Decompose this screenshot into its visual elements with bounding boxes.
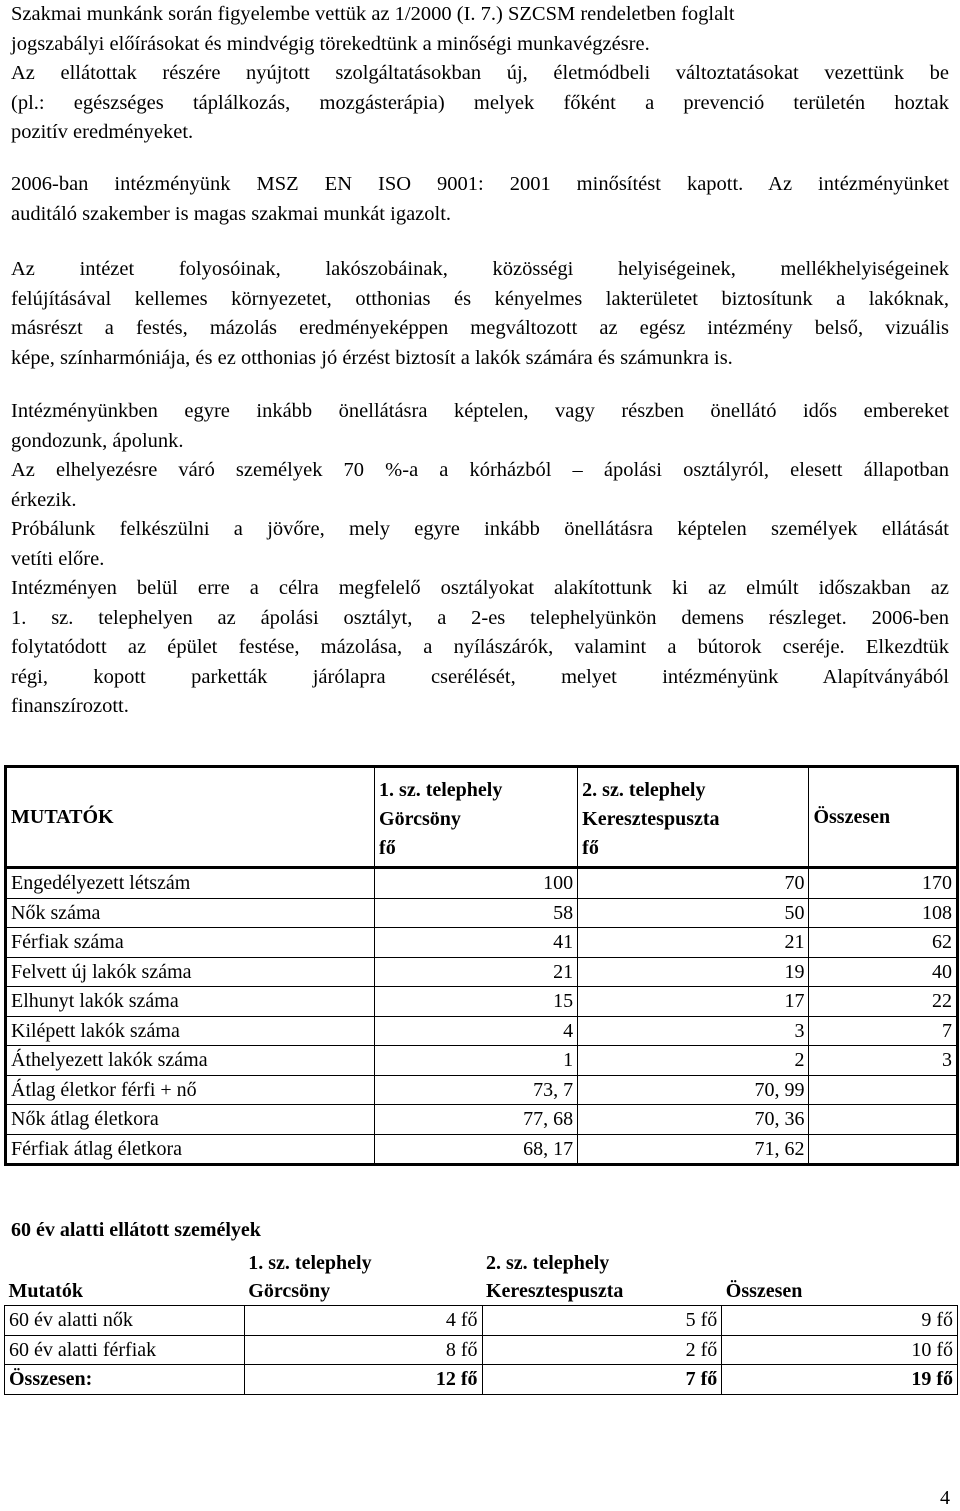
cell-site2: 2 (578, 1046, 809, 1076)
cell-site2: 17 (578, 987, 809, 1017)
table-header-row (6, 767, 958, 868)
cell-site2: 71, 62 (578, 1134, 809, 1165)
cell-total: 19 fő (722, 1365, 958, 1395)
row-label: Nők száma (6, 898, 375, 928)
cell-site2: 70, 99 (578, 1075, 809, 1105)
cell-total: 3 (809, 1046, 958, 1076)
cell-site1: 15 (375, 987, 578, 1017)
header-line: Keresztespuszta (486, 1280, 624, 1302)
paragraph-intro (11, 0, 949, 148)
cell-total: 40 (809, 957, 958, 987)
cell-site1: 4 (375, 1016, 578, 1046)
cell-total: 9 fő (722, 1306, 958, 1336)
row-label: Összesen: (5, 1365, 245, 1395)
row-label: Áthelyezett lakók száma (6, 1046, 375, 1076)
cell-total (809, 1134, 958, 1165)
row-label: 60 év alatti nők (5, 1306, 245, 1336)
cell-site2: 19 (578, 957, 809, 987)
cell-total: 22 (809, 987, 958, 1017)
cell-site1: 12 fő (244, 1365, 482, 1395)
cell-site1: 41 (375, 928, 578, 958)
header-line: 2. sz. telephely (486, 1252, 610, 1274)
paragraph-iso (11, 170, 949, 229)
header-site2 (482, 1247, 722, 1306)
cell-total: 62 (809, 928, 958, 958)
cell-site1: 8 fő (244, 1335, 482, 1365)
text-line: Próbálunk felkészülni a jövőre, mely egyre inkább önellátásra képtelen személyek ellátását (11, 518, 949, 540)
cell-site2: 70, 36 (578, 1105, 809, 1135)
cell-site1: 58 (375, 898, 578, 928)
cell-total (809, 1075, 958, 1105)
cell-total: 7 (809, 1016, 958, 1046)
text-line: jogszabályi előírásokat és mindvégig törekedtünk a minőségi munkavégzésre. (11, 32, 650, 55)
header-line: Görcsöny (248, 1280, 331, 1302)
text-line: érkezik. (11, 488, 77, 511)
cell-site1: 1 (375, 1046, 578, 1076)
text-line: vetíti előre. (11, 547, 105, 570)
cell-site1: 68, 17 (375, 1134, 578, 1165)
cell-site2: 2 fő (482, 1335, 722, 1365)
table-row (6, 1075, 958, 1105)
row-label: Felvett új lakók száma (6, 957, 375, 987)
cell-total (809, 1105, 958, 1135)
page-number: 4 (940, 1487, 950, 1509)
header-site1 (244, 1247, 482, 1306)
header-line: fő (379, 837, 396, 859)
row-label: Férfiak száma (6, 928, 375, 958)
table-row (6, 1105, 958, 1135)
cell-site2: 21 (578, 928, 809, 958)
table-row (6, 898, 958, 928)
cell-total: 108 (809, 898, 958, 928)
header-mutatok: MUTATÓK (6, 767, 375, 868)
row-label: Nők átlag életkora (6, 1105, 375, 1135)
cell-site2: 7 fő (482, 1365, 722, 1395)
row-label: 60 év alatti férfiak (5, 1335, 245, 1365)
cell-total: 170 (809, 868, 958, 899)
header-total: Összesen (725, 1280, 803, 1302)
text-line: Az elhelyezésre váró személyek 70 %-a a kórházból – ápolási osztályról, elesett állapotban (11, 459, 949, 481)
text-line: képe, színharmóniája, és ez otthonias jó érzést biztosít a lakók számára és számunkra is. (11, 346, 733, 369)
text-line: (pl.: egészséges táplálkozás, mozgásterápia) melyek főként a prevenció területén hoztak (11, 91, 949, 114)
header-mutatok: Mutatók (8, 1280, 83, 1302)
paragraph-renovation (11, 255, 949, 373)
under-60-table (4, 1247, 958, 1395)
row-label: Kilépett lakók száma (6, 1016, 375, 1046)
cell-site1: 21 (375, 957, 578, 987)
table-row (6, 1134, 958, 1165)
table-row (6, 868, 958, 899)
table-total-row (5, 1365, 958, 1395)
table-row (6, 957, 958, 987)
header-line: Keresztespuszta (582, 808, 720, 830)
text-line: Intézményen belül erre a célra megfelelő osztályokat alakítottunk ki az elmúlt időszakban az (11, 577, 949, 599)
cell-site1: 73, 7 (375, 1075, 578, 1105)
cell-site2: 50 (578, 898, 809, 928)
paragraph-care (11, 397, 949, 722)
header-line: Görcsöny (379, 808, 461, 830)
text-line: Szakmai munkánk során figyelembe vettük az 1/2000 (I. 7.) SZCSM rendeletben foglalt (11, 3, 735, 25)
text-line: felújításával kellemes környezetet, otthonias és kényelmes lakterületet biztosítunk a lakóknak, (11, 287, 949, 310)
row-label: Engedélyezett létszám (6, 868, 375, 899)
indicators-table (4, 765, 959, 1166)
text-line: 2006-ban intézményünk MSZ EN ISO 9001: 2001 minősítést kapott. Az intézményünket (11, 173, 949, 195)
table-row (6, 1046, 958, 1076)
header-line: 1. sz. telephely (379, 779, 503, 801)
text-line: Az ellátottak részére nyújtott szolgáltatásokban új, életmódbeli változtatásokat vezettünk be (11, 62, 949, 84)
cell-site2: 5 fő (482, 1306, 722, 1336)
row-label: Átlag életkor férfi + nő (6, 1075, 375, 1105)
text-line: Az intézet folyosóinak, lakószobáinak, közösségi helyiségeinek, mellékhelyiségeinek (11, 258, 949, 280)
text-line: másrészt a festés, mázolás eredményeképpen megváltozott az egész intézmény belső, vizuális (11, 317, 949, 339)
table-row (5, 1306, 958, 1336)
cell-site2: 70 (578, 868, 809, 899)
header-site1 (375, 767, 578, 868)
header-site2 (578, 767, 809, 868)
text-line: gondozunk, ápolunk. (11, 429, 184, 452)
table-row (6, 987, 958, 1017)
table-header-row (5, 1247, 958, 1306)
header-line: 2. sz. telephely (582, 779, 706, 801)
text-line: auditáló szakember is magas szakmai munkát igazolt. (11, 202, 452, 225)
text-line: régi, kopott parketták járólapra cserélését, melyet intézményünk Alapítványából (11, 665, 949, 688)
row-label: Férfiak átlag életkora (6, 1134, 375, 1165)
table-row (5, 1335, 958, 1365)
cell-site2: 3 (578, 1016, 809, 1046)
cell-site1: 77, 68 (375, 1105, 578, 1135)
row-label: Elhunyt lakók száma (6, 987, 375, 1017)
text-line: folytatódott az épület festése, mázolása, a nyílászárók, valamint a bútorok cseréje. Elkezdtük (11, 636, 949, 658)
text-line: Intézményünkben egyre inkább önellátásra képtelen, vagy részben önellátó idős embereket (11, 400, 949, 422)
table2-title: 60 év alatti ellátott személyek (11, 1219, 261, 1241)
table-row (6, 928, 958, 958)
table-row (6, 1016, 958, 1046)
header-total: Összesen (809, 767, 958, 868)
cell-site1: 4 fő (244, 1306, 482, 1336)
text-line: finanszírozott. (11, 695, 129, 717)
cell-site1: 100 (375, 868, 578, 899)
text-line: pozitív eredményeket. (11, 121, 194, 143)
header-line: fő (582, 837, 599, 859)
text-line: 1. sz. telephelyen az ápolási osztályt, a 2-es telephelyünkön demens részleget. 2006-ben (11, 606, 949, 629)
header-line: 1. sz. telephely (248, 1252, 372, 1274)
cell-total: 10 fő (722, 1335, 958, 1365)
